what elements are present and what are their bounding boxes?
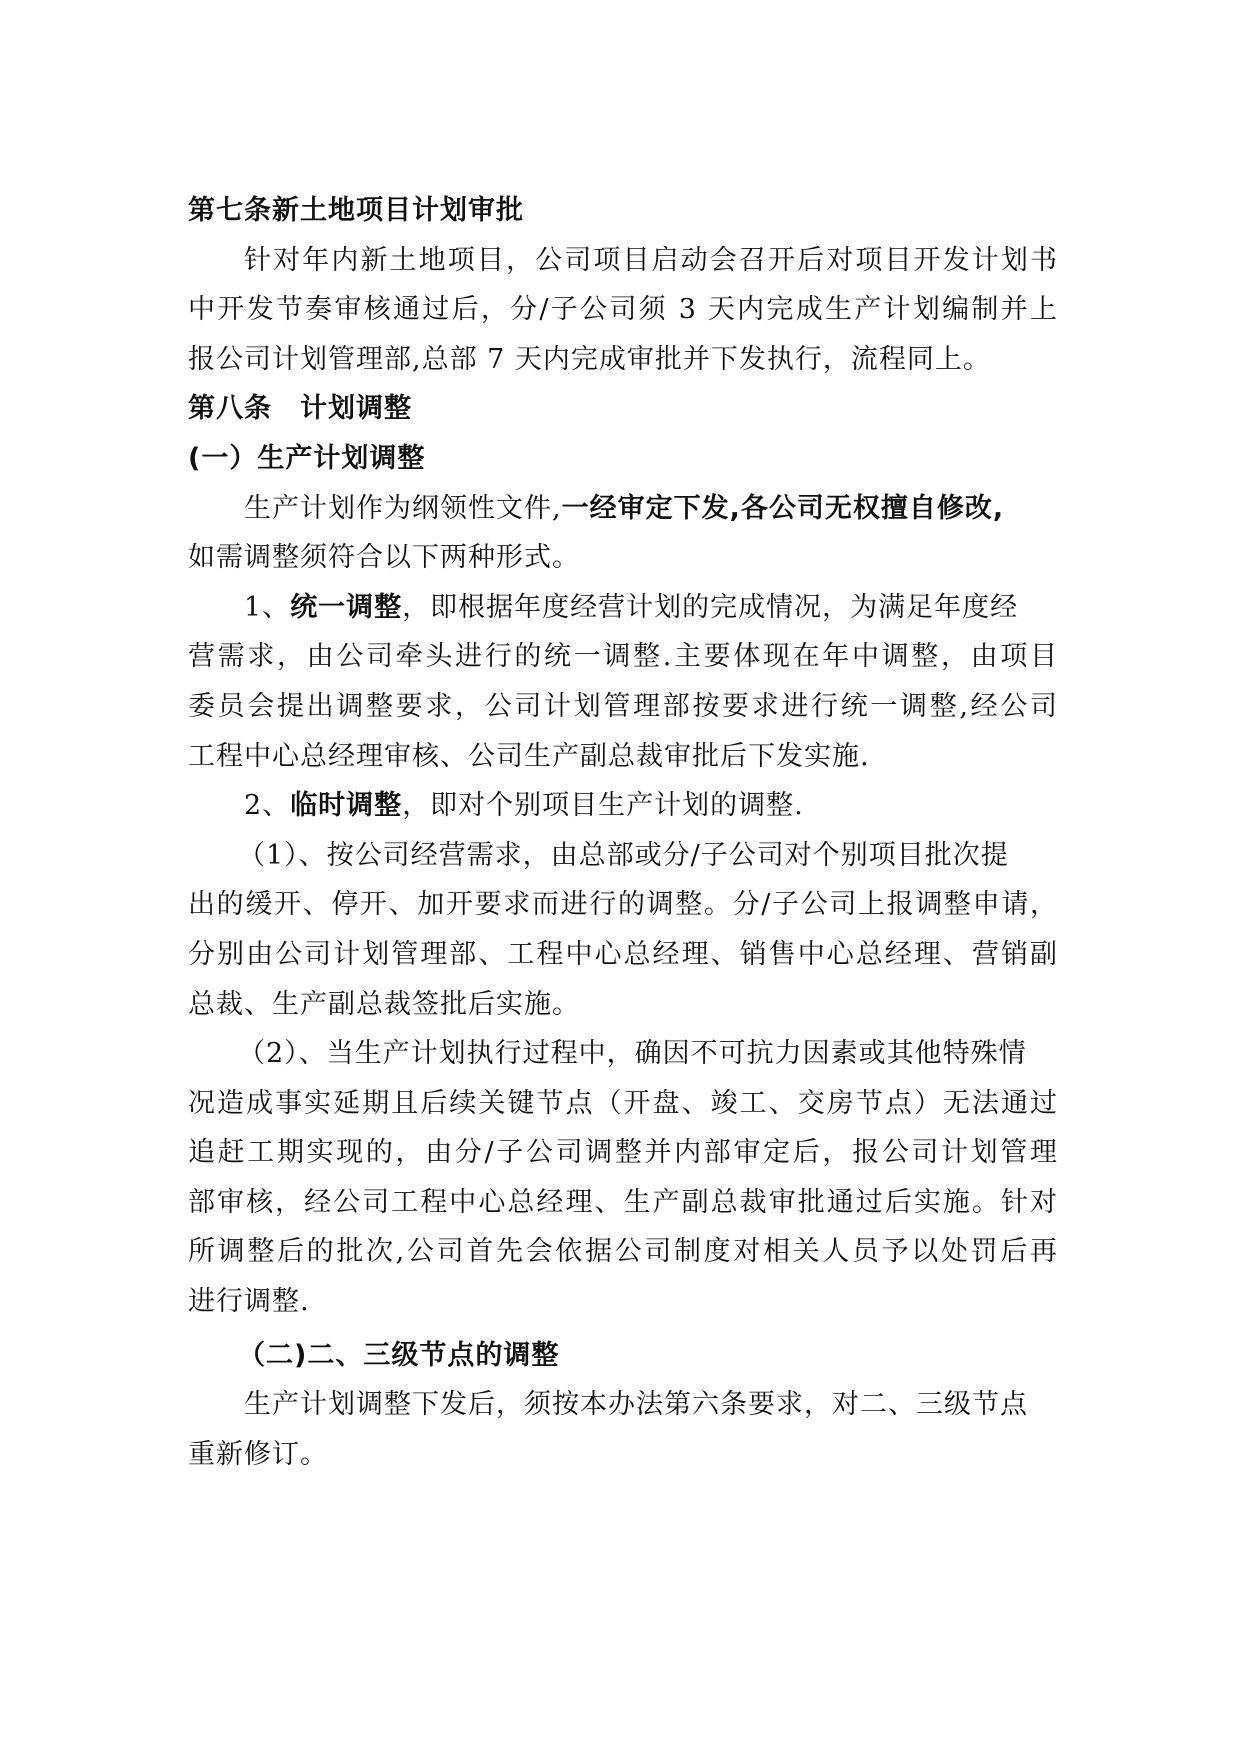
section2-line-2: 重新修订。 [188,1438,328,1470]
section1-intro-line-1 [188,484,1058,534]
sub2-line-6: 进行调整. [188,1286,310,1318]
item1-line-3: 委员会提出调整要求，公司计划管理部按要求进行统一调整,经公司 [188,690,1058,722]
section1-intro-normal: 生产计划作为纲领性文件, [244,492,562,524]
article7-para-line-2: 中开发节奏审核通过后，分/子公司须 3 天内完成生产计划编制并上 [188,294,1058,326]
section1-intro-line-2: 如需调整须符合以下两种形式。 [188,542,580,574]
sub2-line-5: 所调整后的批次,公司首先会依据公司制度对相关人员予以处罚后再 [188,1236,1058,1268]
item2-bold: 临时调整 [290,790,403,822]
document-page [188,186,1058,1479]
item1-line-2: 营需求，由公司牵头进行的统一调整.主要体现在年中调整，由项目 [188,641,1058,673]
item1-bold: 统一调整 [290,591,403,623]
section2-heading: （二)二、三级节点的调整 [238,1339,560,1371]
article8-heading: 第八条 计划调整 [188,393,412,425]
sub2-line-3: 追赶工期实现的，由分/子公司调整并内部审定后，报公司计划管理 [188,1137,1058,1169]
sub1-line-3: 分别由公司计划管理部、工程中心总经理、销售中心总经理、营销副 [188,938,1058,970]
section2-line-1: 生产计划调整下发后，须按本办法第六条要求，对二、三级节点 [244,1389,1028,1421]
sub1-line-4: 总裁、生产副总裁签批后实施。 [188,988,580,1020]
section1-heading: (一）生产计划调整 [188,442,426,474]
article7-para-line-3: 报公司计划管理部,总部 7 天内完成审批并下发执行，流程同上。 [188,343,991,375]
item1-line-4: 工程中心总经理审核、公司生产副总裁审批后下发实施. [188,740,870,772]
sub2-line-2: 况造成事实延期且后续关键节点（开盘、竣工、交房节点）无法通过 [188,1087,1058,1119]
sub2-line-1: （2）、当生产计划执行过程中，确因不可抗力因素或其他特殊情 [238,1038,1027,1070]
sub1-line-2: 出的缓开、停开、加开要求而进行的调整。分/子公司上报调整申请， [188,889,1058,921]
item1-rest: ，即根据年度经营计划的完成情况，为满足年度经 [402,591,1019,623]
sub1-line-1: （1）、按公司经营需求，由总部或分/子公司对个别项目批次提 [238,839,1009,871]
item2-line [188,781,1058,831]
sub2-line-4: 部审核，经公司工程中心总经理、生产副总裁审批通过后实施。针对 [188,1186,1058,1218]
article7-para-line-1: 针对年内新土地项目，公司项目启动会召开后对项目开发计划书 [244,244,1058,276]
item1-prefix: 1、 [244,591,291,623]
article7-heading: 第七条新土地项目计划审批 [188,195,524,226]
section1-intro-bold: 一经审定下发,各公司无权擅自修改, [561,492,1005,524]
item2-rest: ，即对个别项目生产计划的调整. [402,790,804,822]
item1-line-1 [188,583,1058,633]
item2-prefix: 2、 [244,790,291,822]
